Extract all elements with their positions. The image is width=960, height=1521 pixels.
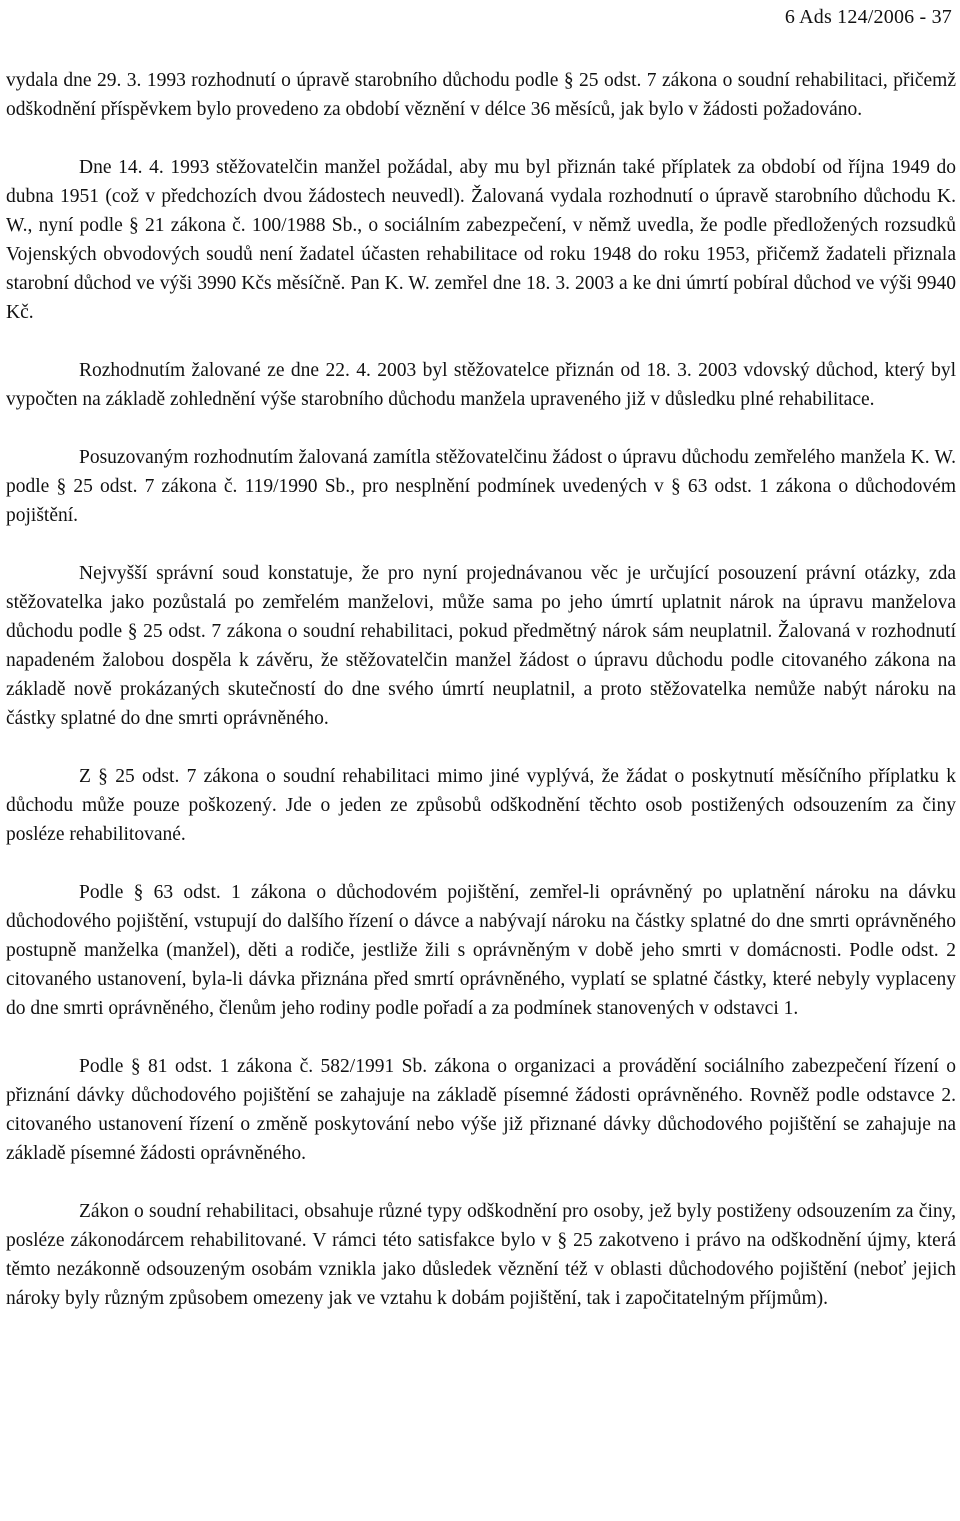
paragraph: Podle § 63 odst. 1 zákona o důchodovém pojištění, zemřel-li oprávněný po uplatnění nároku na dávku důchodového pojištění, vstupují do dalšího řízení o dávce a nabývají nároku na částky splatné do dne smrti oprávněného postupně manželka (manžel), děti a rodiče, jestliže žili s oprávněným v době jeho smrti v domácnosti. Podle odst. 2 citovaného ustanovení, byla-li dávka přiznána před smrtí oprávněného, vyplatí se splatné částky, které nebyly vyplaceny do dne smrti oprávněného, členům jeho rodiny podle pořadí a za podmínek stanovených v odstavci 1. bbox=[6, 882, 956, 1019]
paragraph: Dne 14. 4. 1993 stěžovatelčin manžel požádal, aby mu byl přiznán také příplatek za období od října 1949 do dubna 1951 (což v předchozích dvou žádostech neuvedl). Žalovaná vydala rozhodnutí o úpravě starobního důchodu K. W., nyní podle § 21 zákona č. 100/1988 Sb., o sociálním zabezpečení, v němž uvedla, že podle předložených rozsudků Vojenských obvodových soudů není žadatel účasten rehabilitace od roku 1948 do roku 1953, přičemž žadateli přiznala starobní důchod ve výši 3990 Kčs měsíčně. Pan K. W. zemřel dne 18. 3. 2003 a ke dni úmrtí pobíral důchod ve výši 9940 Kč. bbox=[6, 157, 956, 323]
document-body bbox=[6, 66, 956, 1313]
paragraph: Rozhodnutím žalované ze dne 22. 4. 2003 byl stěžovatelce přiznán od 18. 3. 2003 vdovský důchod, který byl vypočten na základě zohlednění výše starobního důchodu manžela upraveného již v důsledku plné rehabilitace. bbox=[6, 360, 956, 410]
paragraph: Nejvyšší správní soud konstatuje, že pro nyní projednávanou věc je určující posouzení právní otázky, zda stěžovatelka jako pozůstalá po zemřelém manželovi, může sama po jeho úmrtí uplatnit nárok na úpravu manželova důchodu podle § 25 odst. 7 zákona o soudní rehabilitaci, pokud předmětný nárok sám neuplatnil. Žalovaná v rozhodnutí napadeném žalobou dospěla k závěru, že stěžovatelčin manžel žádost o úpravu důchodu podle citovaného zákona na základě nově prokázaných skutečností do dne svého úmrtí neuplatnil, a proto stěžovatelka nemůže nabýt nároku na částky splatné do dne smrti oprávněného. bbox=[6, 563, 956, 729]
paragraph: Zákon o soudní rehabilitaci, obsahuje různé typy odškodnění pro osoby, jež byly postiženy odsouzením za činy, posléze zákonodárcem rehabilitované. V rámci této satisfakce bylo v § 25 zakotveno i právo na odškodnění újmy, která těmto nezákonně odsouzeným osobám vznikla jako důsledek věznění též v oblasti důchodového pojištění (neboť jejich nároky byly různým způsobem omezeny jak ve vztahu k dobám pojištění, tak i započitatelným příjmům). bbox=[6, 1201, 956, 1309]
page-reference: 6 Ads 124/2006 - 37 bbox=[784, 6, 952, 28]
paragraph: Posuzovaným rozhodnutím žalovaná zamítla stěžovatelčinu žádost o úpravu důchodu zemřelého manžela K. W. podle § 25 odst. 7 zákona č. 119/1990 Sb., pro nesplnění podmínek uvedených v § 63 odst. 1 zákona o důchodovém pojištění. bbox=[6, 447, 956, 526]
paragraph: Podle § 81 odst. 1 zákona č. 582/1991 Sb. zákona o organizaci a provádění sociálního zabezpečení řízení o přiznání dávky důchodového pojištění se zahajuje na základě písemné žádosti oprávněného. Rovněž podle odstavce 2. citovaného ustanovení řízení o změně poskytování nebo výše již přiznané dávky důchodového pojištění se zahajuje na základě písemné žádosti oprávněného. bbox=[6, 1056, 956, 1164]
paragraph: Z § 25 odst. 7 zákona o soudní rehabilitaci mimo jiné vyplývá, že žádat o poskytnutí měsíčního příplatku k důchodu může pouze poškozený. Jde o jeden ze způsobů odškodnění těchto osob postižených odsouzením za činy posléze rehabilitované. bbox=[6, 766, 956, 845]
paragraph: vydala dne 29. 3. 1993 rozhodnutí o úpravě starobního důchodu podle § 25 odst. 7 zákona o soudní rehabilitaci, přičemž odškodnění příspěvkem bylo provedeno za období věznění v délce 36 měsíců, jak bylo v žádosti požadováno. bbox=[6, 70, 956, 120]
